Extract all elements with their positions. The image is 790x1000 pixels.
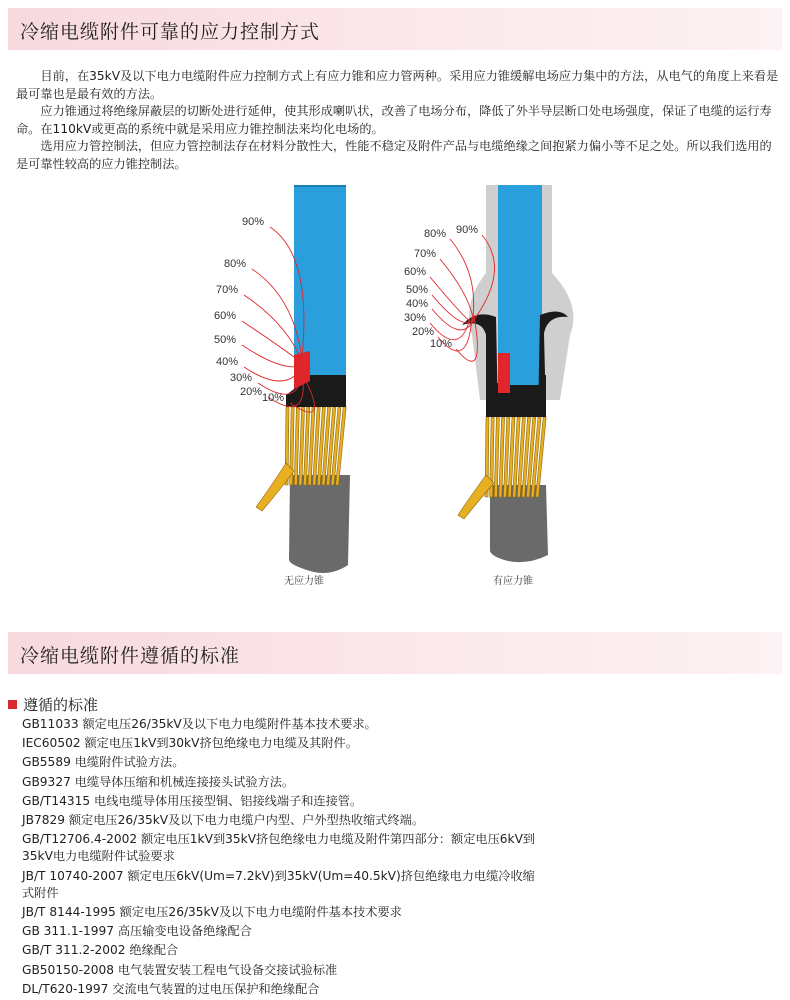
copper-tape-tail [458, 475, 494, 519]
field-label: 50% [406, 284, 429, 296]
standard-item: GB50150-2008 电气装置安装工程电气设备交接试验标准 [22, 962, 338, 977]
standards-heading-text: 遵循的标准 [23, 696, 99, 714]
field-label: 90% [456, 224, 479, 236]
field-line [244, 367, 302, 381]
field-label: 40% [406, 298, 429, 310]
standard-item: GB 311.1-1997 高压输变电设备绝缘配合 [22, 924, 252, 939]
bullet-square-icon [8, 700, 17, 709]
cable-jacket [289, 475, 350, 573]
standard-item: JB7829 额定电压26/35kV及以下电力电缆户内型、户外型热收缩式终端。 [22, 813, 425, 828]
field-label: 20% [240, 386, 263, 398]
standards-heading [8, 694, 98, 715]
copper-tape-tail [256, 463, 294, 511]
standard-item: GB5589 电缆附件试验方法。 [22, 755, 185, 770]
field-line [430, 318, 470, 340]
field-label: 10% [262, 392, 285, 404]
intro-paragraph-2: 应力锥通过将绝缘屏蔽层的切断处进行延伸，使其形成喇叭状，改善了电场分布，降低了外半导层断口处电场强度，保证了电缆的运行寿命。在110kV或更高的系统中就是采用应力锥控制法来均化电场的。 [16, 104, 772, 136]
standards-list [22, 716, 542, 1000]
field-label: 40% [216, 356, 239, 368]
section-title: 冷缩电缆附件遵循的标准 [20, 645, 241, 667]
field-label: 50% [214, 334, 237, 346]
intro-text [16, 68, 780, 174]
standard-item: GB/T 311.2-2002 绝缘配合 [22, 943, 179, 958]
standard-item: GB11033 额定电压26/35kV及以下电力电缆附件基本技术要求。 [22, 717, 377, 731]
intro-paragraph-3: 选用应力管控制法，但应力管控制法存在材料分散性大，性能不稳定及附件产品与电缆绝缘之间抱紧力偏小等不足之处。所以我们选用的是可靠性较高的应力锥控制法。 [16, 139, 772, 171]
field-label: 90% [242, 216, 265, 228]
field-label: 60% [214, 310, 237, 322]
semicon-cut-end [498, 353, 510, 393]
field-label: 80% [224, 258, 247, 270]
field-label: 30% [230, 372, 253, 384]
field-label: 10% [430, 338, 453, 350]
stress-cone-comparison-figure [190, 185, 590, 605]
field-label: 30% [404, 312, 427, 324]
field-label: 70% [216, 284, 239, 296]
section-title: 冷缩电缆附件可靠的应力控制方式 [20, 21, 321, 43]
field-label: 80% [424, 228, 447, 240]
field-line [432, 295, 472, 323]
standard-item: GB9327 电缆导体压缩和机械连接接头试验方法。 [22, 774, 295, 789]
field-label: 70% [414, 248, 437, 260]
intro-paragraph-1: 目前，在35kV及以下电力电缆附件应力控制方式上有应力锥和应力管两种。采用应力锥缓解电场应力集中的方法，从电气的角度上来看是最可靠也是最有效的方法。 [16, 69, 779, 101]
section-header-standards [8, 632, 782, 674]
insulation-top-edge [294, 185, 346, 187]
caption-without-cone: 无应力锥 [284, 576, 324, 587]
standard-item: IEC60502 额定电压1kV到30kV挤包绝缘电力电缆及其附件。 [22, 736, 358, 751]
field-label: 20% [412, 326, 435, 338]
cable-with-stress-cone [404, 185, 573, 562]
standard-item: JB/T 10740-2007 额定电压6kV(Um=7.2kV)到35kV(Um=40.5kV)挤包绝缘电力电缆冷收缩式附件 [22, 868, 535, 900]
section-header-stress-control [8, 8, 782, 50]
field-line [440, 259, 474, 323]
field-label: 60% [404, 266, 427, 278]
standard-item: GB/T14315 电线电缆导体用压接型铜、铝接线端子和连接管。 [22, 793, 363, 808]
standard-item: JB/T 8144-1995 额定电压26/35kV及以下电力电缆附件基本技术要求 [22, 905, 402, 920]
caption-with-cone: 有应力锥 [493, 576, 533, 587]
copper-tape-strip [294, 407, 299, 485]
cable-without-stress-cone [214, 185, 350, 573]
standard-item: GB/T12706.4-2002 额定电压1kV到35kV挤包绝缘电力电缆及附件第四部分：额定电压6kV到35kV电力电缆附件试验要求 [22, 832, 536, 864]
field-line [242, 321, 302, 363]
cable-insulation [294, 185, 346, 375]
standard-item: DL/T620-1997 交流电气装置的过电压保护和绝缘配合 [22, 981, 320, 996]
